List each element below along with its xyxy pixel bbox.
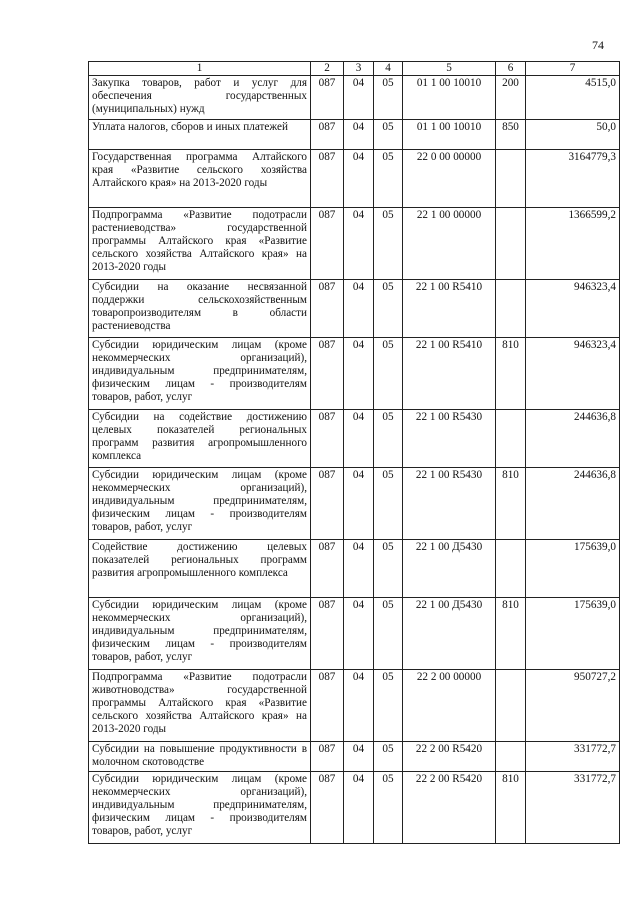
budget-table [88,61,620,844]
column-number: 1 [89,62,311,76]
row-name: Субсидии на повышение продуктивности в молочном скотоводстве [89,742,311,772]
row-name: Субсидии юридическим лицам (кроме некоммерческих организаций), индивидуальным предпринимателям, физическим лицам - производителям товаров, работ, услуг [89,772,311,844]
column-number: 5 [403,62,496,76]
subsection-code: 05 [374,76,403,120]
row-name: Уплата налогов, сборов и иных платежей [89,120,311,150]
amount: 50,0 [526,120,620,150]
admin-code: 087 [311,76,344,120]
table-row [89,150,620,208]
section-code: 04 [344,598,374,670]
row-name: Субсидии юридическим лицам (кроме некоммерческих организаций), индивидуальным предпринимателям, физическим лицам - производителям товаров, работ, услуг [89,338,311,410]
table-row [89,208,620,280]
amount: 946323,4 [526,280,620,338]
amount: 946323,4 [526,338,620,410]
admin-code: 087 [311,280,344,338]
subsection-code: 05 [374,540,403,598]
column-number: 7 [526,62,620,76]
row-name: Содействие достижению целевых показателей региональных программ развития агропромышленного комплекса [89,540,311,598]
section-code: 04 [344,208,374,280]
target-code: 22 1 00 R5430 [403,410,496,468]
admin-code: 087 [311,468,344,540]
admin-code: 087 [311,338,344,410]
target-code: 22 2 00 00000 [403,670,496,742]
section-code: 04 [344,338,374,410]
amount: 331772,7 [526,772,620,844]
subsection-code: 05 [374,280,403,338]
table-row [89,338,620,410]
admin-code: 087 [311,150,344,208]
expense-type-code: 810 [496,468,526,540]
row-name: Субсидии на оказание несвязанной поддержки сельскохозяйственным товаропроизводителям в области растениеводства [89,280,311,338]
section-code: 04 [344,540,374,598]
target-code: 22 2 00 R5420 [403,772,496,844]
section-code: 04 [344,280,374,338]
table-row [89,468,620,540]
amount: 3164779,3 [526,150,620,208]
row-name: Подпрограмма «Развитие подотрасли растениеводства» государственной программы Алтайского края «Развитие сельского хозяйства Алтайского края» на 2013-2020 годы [89,208,311,280]
expense-type-code: 810 [496,772,526,844]
section-code: 04 [344,670,374,742]
section-code: 04 [344,120,374,150]
table-row [89,76,620,120]
admin-code: 087 [311,742,344,772]
column-number: 6 [496,62,526,76]
admin-code: 087 [311,410,344,468]
admin-code: 087 [311,772,344,844]
subsection-code: 05 [374,598,403,670]
target-code: 22 2 00 R5420 [403,742,496,772]
section-code: 04 [344,468,374,540]
admin-code: 087 [311,208,344,280]
amount: 244636,8 [526,468,620,540]
table-row [89,772,620,844]
table-row [89,410,620,468]
row-name: Субсидии на содействие достижению целевых показателей региональных программ развития агропромышленного комплекса [89,410,311,468]
expense-type-code [496,410,526,468]
target-code: 22 1 00 R5410 [403,338,496,410]
expense-type-code [496,742,526,772]
column-number-row [89,62,620,76]
target-code: 22 1 00 R5410 [403,280,496,338]
expense-type-code [496,150,526,208]
admin-code: 087 [311,598,344,670]
expense-type-code [496,280,526,338]
subsection-code: 05 [374,338,403,410]
amount: 175639,0 [526,598,620,670]
admin-code: 087 [311,540,344,598]
amount: 4515,0 [526,76,620,120]
expense-type-code [496,208,526,280]
admin-code: 087 [311,670,344,742]
row-name: Подпрограмма «Развитие подотрасли животноводства» государственной программы Алтайского края «Развитие сельского хозяйства Алтайского края» на 2013-2020 годы [89,670,311,742]
row-name: Субсидии юридическим лицам (кроме некоммерческих организаций), индивидуальным предпринимателям, физическим лицам - производителям товаров, работ, услуг [89,468,311,540]
subsection-code: 05 [374,468,403,540]
row-name: Субсидии юридическим лицам (кроме некоммерческих организаций), индивидуальным предпринимателям, физическим лицам - производителям товаров, работ, услуг [89,598,311,670]
subsection-code: 05 [374,772,403,844]
amount: 175639,0 [526,540,620,598]
table-row [89,670,620,742]
column-number: 3 [344,62,374,76]
expense-type-code [496,670,526,742]
page-number: 74 [592,38,604,52]
table-row [89,742,620,772]
subsection-code: 05 [374,670,403,742]
target-code: 01 1 00 10010 [403,76,496,120]
column-number: 4 [374,62,403,76]
column-number: 2 [311,62,344,76]
target-code: 22 1 00 00000 [403,208,496,280]
subsection-code: 05 [374,742,403,772]
section-code: 04 [344,410,374,468]
section-code: 04 [344,76,374,120]
table-row [89,120,620,150]
target-code: 22 0 00 00000 [403,150,496,208]
admin-code: 087 [311,120,344,150]
subsection-code: 05 [374,150,403,208]
section-code: 04 [344,742,374,772]
amount: 331772,7 [526,742,620,772]
amount: 1366599,2 [526,208,620,280]
subsection-code: 05 [374,208,403,280]
target-code: 22 1 00 R5430 [403,468,496,540]
table-row [89,540,620,598]
row-name: Закупка товаров, работ и услуг для обеспечения государственных (муниципальных) нужд [89,76,311,120]
row-name: Государственная программа Алтайского края «Развитие сельского хозяйства Алтайского края» на 2013-2020 годы [89,150,311,208]
table-row [89,598,620,670]
expense-type-code: 850 [496,120,526,150]
section-code: 04 [344,150,374,208]
amount: 950727,2 [526,670,620,742]
subsection-code: 05 [374,410,403,468]
amount: 244636,8 [526,410,620,468]
target-code: 22 1 00 Д5430 [403,540,496,598]
subsection-code: 05 [374,120,403,150]
target-code: 01 1 00 10010 [403,120,496,150]
expense-type-code [496,540,526,598]
expense-type-code: 810 [496,338,526,410]
target-code: 22 1 00 Д5430 [403,598,496,670]
table-row [89,280,620,338]
expense-type-code: 810 [496,598,526,670]
expense-type-code: 200 [496,76,526,120]
section-code: 04 [344,772,374,844]
